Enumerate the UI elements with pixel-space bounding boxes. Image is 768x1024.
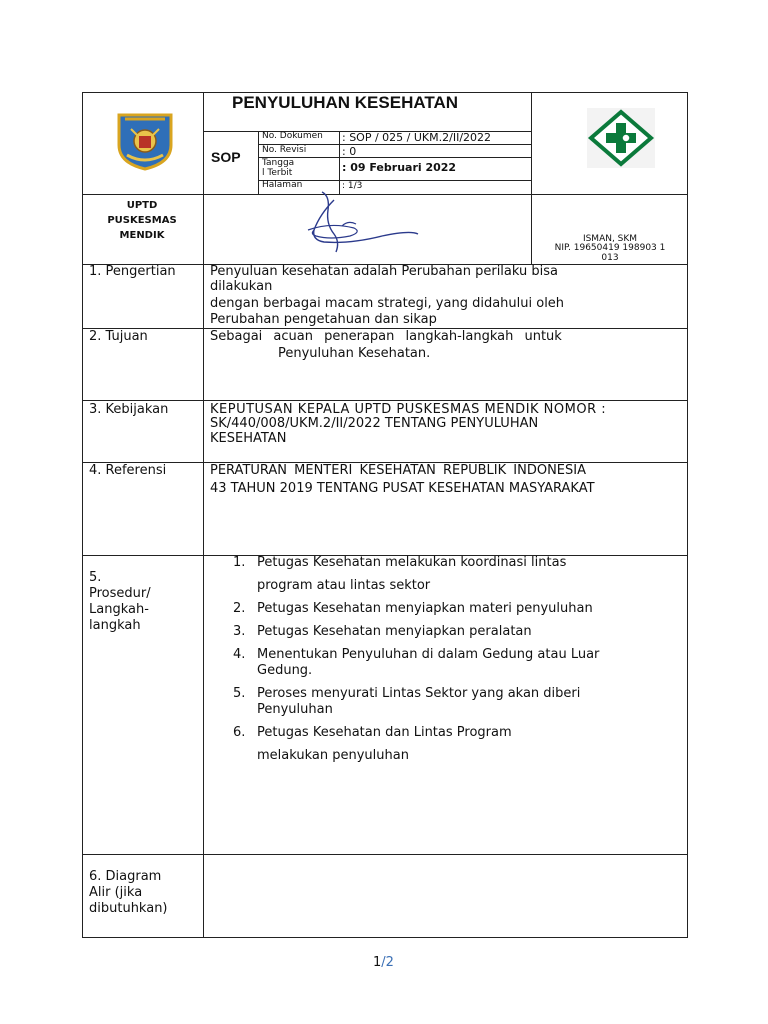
- page-separator: /: [381, 955, 386, 970]
- section-label-diagram: 6. Diagram Alir (jika dibutuhkan): [89, 869, 168, 916]
- page-current: 1: [373, 955, 382, 970]
- pengertian-line-2: dilakukan: [210, 279, 273, 294]
- regional-emblem-icon: [115, 111, 175, 171]
- section-label-pengertian: 1. Pengertian: [89, 264, 176, 279]
- section-label-prosedur: 5. Prosedur/ Langkah- langkah: [89, 570, 151, 633]
- page-total[interactable]: 2: [385, 955, 394, 970]
- kebijakan-line-1: KEPUTUSAN KEPALA UPTD PUSKESMAS MENDIK NOMOR :: [210, 402, 607, 417]
- procedure-step: 5. Peroses menyurati Lintas Sektor yang akan diberi Penyuluhan: [233, 686, 581, 717]
- procedure-step: 4. Menentukan Penyuluhan di dalam Gedung atau Luar Gedung.: [233, 647, 600, 678]
- meta-label-revisi: No. Revisi: [262, 145, 307, 155]
- section-label-referensi: 4. Referensi: [89, 463, 167, 478]
- tujuan-line-2: Penyuluhan Kesehatan.: [278, 346, 431, 361]
- tujuan-line-1: Sebagai acuan penerapan langkah-langkah untuk: [210, 329, 562, 344]
- org-name: UPTD PUSKESMAS MENDIK: [107, 200, 177, 241]
- page-indicator: [373, 955, 394, 970]
- procedure-step: 2. Petugas Kesehatan menyiapkan materi penyuluhan: [233, 601, 593, 616]
- pengertian-line-3: dengan berbagai macam strategi, yang didahului oleh: [210, 296, 565, 311]
- meta-label-halaman: Halaman: [262, 180, 303, 190]
- referensi-line-1: PERATURAN MENTERI KESEHATAN REPUBLIK INDONESIA: [210, 463, 586, 478]
- meta-value-dokumen: : SOP / 025 / UKM.2/II/2022: [342, 131, 492, 144]
- section-label-tujuan: 2. Tujuan: [89, 329, 148, 344]
- page-title: PENYULUHAN KESEHATAN: [232, 93, 459, 112]
- meta-label-dokumen: No. Dokumen: [262, 131, 323, 141]
- referensi-line-2: 43 TAHUN 2019 TENTANG PUSAT KESEHATAN MASYARAKAT: [210, 481, 595, 496]
- procedure-step: 1. Petugas Kesehatan melakukan koordinasi lintas program atau lintas sektor: [233, 555, 567, 593]
- meta-value-revisi: : 0: [342, 145, 357, 158]
- pengertian-line-4: Perubahan pengetahuan dan sikap: [210, 312, 437, 327]
- kebijakan-line-2: SK/440/008/UKM.2/II/2022 TENTANG PENYULUHAN: [210, 416, 539, 431]
- kebijakan-line-3: KESEHATAN: [210, 431, 287, 446]
- signer-nip: NIP. 19650419 198903 1 013: [554, 243, 666, 263]
- procedure-steps: [233, 555, 673, 764]
- procedure-step: 6. Petugas Kesehatan dan Lintas Program melakukan penyuluhan: [233, 725, 512, 763]
- pengertian-line-1: Penyuluan kesehatan adalah Perubahan perilaku bisa: [210, 264, 558, 279]
- procedure-step: 3. Petugas Kesehatan menyiapkan peralatan: [233, 624, 532, 639]
- meta-label-terbit: Tangga l Terbit: [262, 158, 295, 178]
- puskesmas-logo-icon: [587, 108, 655, 168]
- signature-icon: [290, 190, 420, 254]
- meta-value-halaman: : 1/3: [342, 181, 363, 191]
- signer-name: ISMAN, SKM: [582, 234, 638, 244]
- section-label-kebijakan: 3. Kebijakan: [89, 402, 169, 417]
- meta-value-terbit: : 09 Februari 2022: [342, 161, 457, 174]
- sop-label: SOP: [211, 149, 241, 165]
